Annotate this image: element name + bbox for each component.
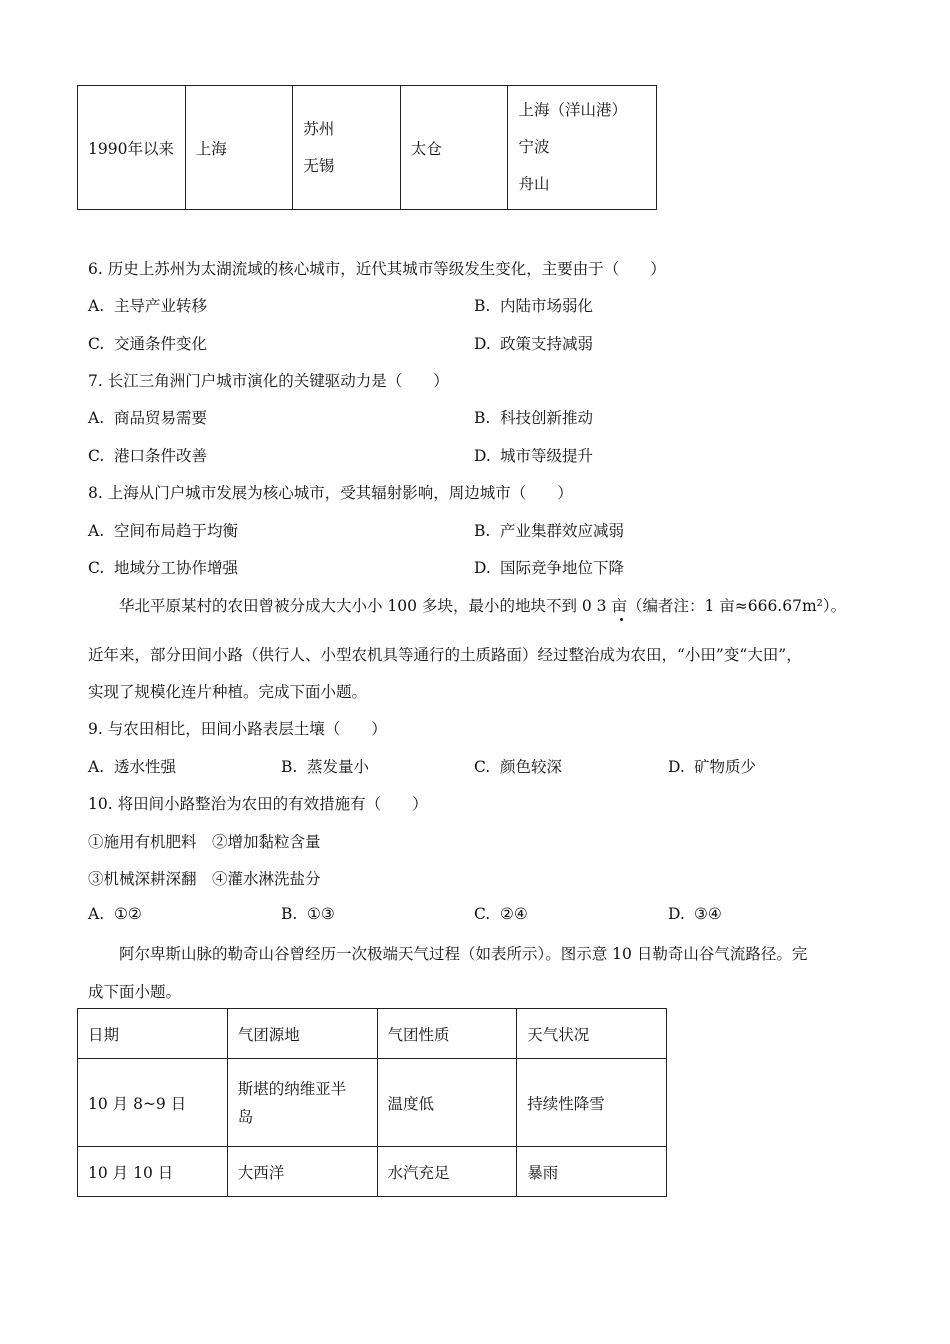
passage-farmland-line-2: 近年来，部分田间小路（供行人、小型农机具等通行的土质路面）经过整治成为农田，“小田”变“大田”， [88,646,802,664]
header-cell-weather: 天气状况 [517,1009,667,1059]
question-6-stem: 6. 历史上苏州为太湖流域的核心城市，近代其城市等级发生变化，主要由于（ ） [88,260,666,278]
table-header-row [78,1009,667,1059]
header-cell-nature: 气团性质 [377,1009,517,1059]
source-cell: 斯堪的纳维亚半 岛 [227,1059,377,1147]
nature-cell: 水汽充足 [377,1147,517,1197]
q7-option-c[interactable]: C. 港口条件改善 [88,447,208,465]
q9-option-a[interactable]: A. 透水性强 [88,758,177,776]
port-city-cell: 上海（洋山港） 宁波 舟山 [508,86,657,210]
q7-option-d[interactable]: D. 城市等级提升 [474,447,594,465]
question-9-stem: 9. 与农田相比，田间小路表层土壤（ ） [88,720,387,738]
q7-option-b[interactable]: B. 科技创新推动 [474,409,594,427]
q8-option-a[interactable]: A. 空间布局趋于均衡 [88,522,239,540]
q10-option-c[interactable]: C. ②④ [474,905,528,923]
q10-statements-line-1: ①施用有机肥料 ②增加黏粒含量 [88,833,321,851]
q6-option-c[interactable]: C. 交通条件变化 [88,335,208,353]
table-row [78,1059,667,1147]
date-cell: 10 月 8~9 日 [78,1059,228,1147]
question-8-stem: 8. 上海从门户城市发展为核心城市，受其辐射影响，周边城市（ ） [88,484,573,502]
weather-table [77,1008,667,1197]
source-cell: 大西洋 [227,1147,377,1197]
date-cell: 10 月 10 日 [78,1147,228,1197]
q10-option-a[interactable]: A. ①② [88,905,142,923]
period-cell: 1990年以来 [78,86,186,210]
q9-option-c[interactable]: C. 颜色较深 [474,758,563,776]
tertiary-city-cell: 太仓 [400,86,508,210]
q10-statements-line-2: ③机械深耕深翻 ④灌水淋洗盐分 [88,870,321,888]
q6-option-b[interactable]: B. 内陆市场弱化 [474,297,594,315]
header-cell-source: 气团源地 [227,1009,377,1059]
q8-option-b[interactable]: B. 产业集群效应减弱 [474,522,625,540]
question-10-stem: 10. 将田间小路整治为农田的有效措施有（ ） [88,795,428,813]
question-7-stem: 7. 长江三角洲门户城市演化的关键驱动力是（ ） [88,372,449,390]
q6-option-a[interactable]: A. 主导产业转移 [88,297,208,315]
passage-farmland-line-3: 实现了规模化连片种植。完成下面小题。 [88,683,368,701]
q8-option-c[interactable]: C. 地域分工协作增强 [88,559,239,577]
passage-alps-line-2: 成下面小题。 [88,983,182,1001]
q9-option-b[interactable]: B. 蒸发量小 [281,758,370,776]
q7-option-a[interactable]: A. 商品贸易需要 [88,409,208,427]
q6-option-d[interactable]: D. 政策支持减弱 [474,335,594,353]
q9-option-d[interactable]: D. 矿物质少 [668,758,757,776]
table-row [78,1147,667,1197]
q8-option-d[interactable]: D. 国际竞争地位下降 [474,559,625,577]
header-cell-date: 日期 [78,1009,228,1059]
emphasis-dot [620,618,623,621]
core-city-cell: 上海 [185,86,293,210]
passage-farmland-line-1: 华北平原某村的农田曾被分成大大小小 100 多块，最小的地块不到 0 3 亩（编者注：1 亩≈666.67m²）。 [119,597,847,615]
table-row [78,86,657,210]
passage-alps-line-1: 阿尔卑斯山脉的勒奇山谷曾经历一次极端天气过程（如表所示）。图示意 10 日勒奇山谷气流路径。完 [119,945,808,963]
weather-cell: 暴雨 [517,1147,667,1197]
secondary-city-cell: 苏州 无锡 [293,86,401,210]
weather-cell: 持续性降雪 [517,1059,667,1147]
q10-option-b[interactable]: B. ①③ [281,905,335,923]
city-hierarchy-table [77,85,657,210]
nature-cell: 温度低 [377,1059,517,1147]
q10-option-d[interactable]: D. ③④ [668,905,722,923]
